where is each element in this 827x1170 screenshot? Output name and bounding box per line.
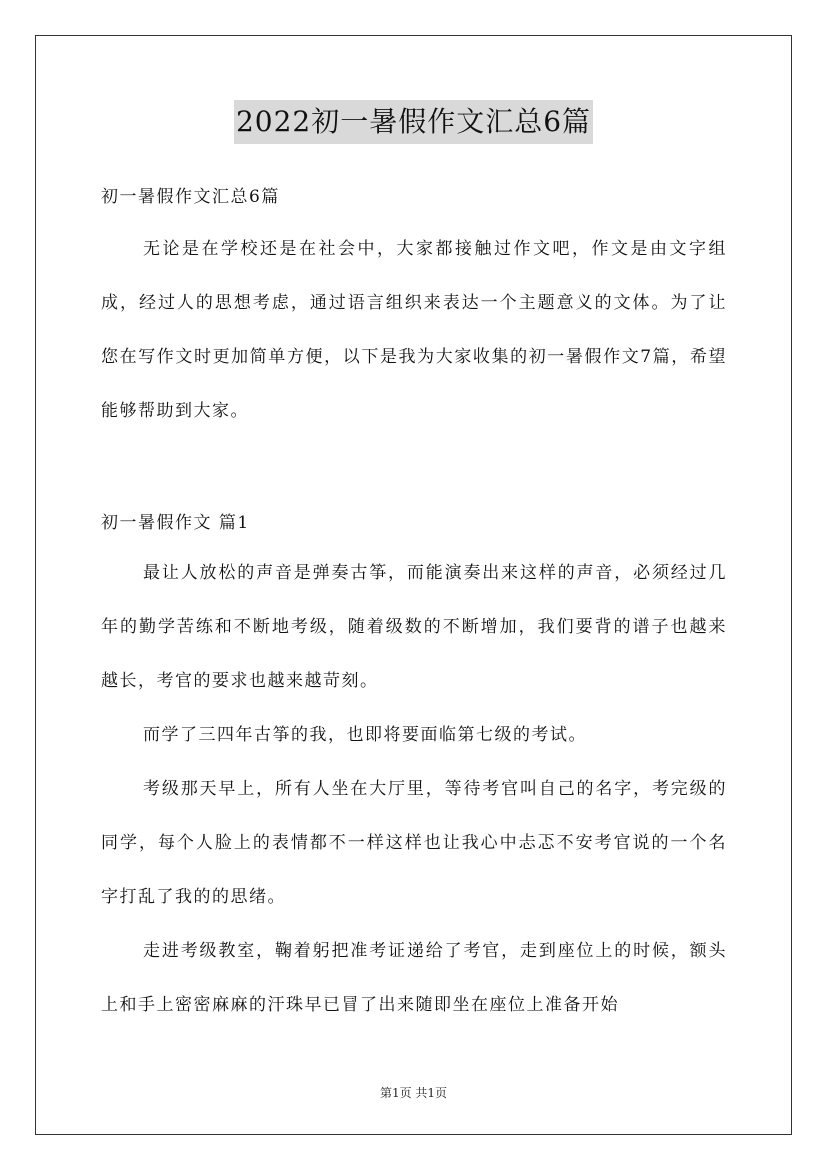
- body-paragraph-1: 最让人放松的声音是弹奏古筝，而能演奏出来这样的声音，必须经过几年的勤学苦练和不断地考级，随着级数的不断增加，我们要背的谱子也越来越长，考官的要求也越来越苛刻。: [101, 563, 727, 691]
- body-paragraph-2: 而学了三四年古筝的我，也即将要面临第七级的考试。: [143, 725, 587, 745]
- title-container: [0, 100, 827, 144]
- section-heading: 初一暑假作文 篇1: [101, 513, 250, 533]
- body-paragraph-4: 走进考级教室，鞠着躬把准考证递给了考官，走到座位上的时候，额头上和手上密密麻麻的汗珠早已冒了出来随即坐在座位上准备开始: [101, 941, 727, 1015]
- document-subtitle: 初一暑假作文汇总6篇: [101, 187, 280, 207]
- page-footer: 第1页 共1页: [379, 1086, 448, 1100]
- body-paragraph-3: 考级那天早上，所有人坐在大厅里，等待考官叫自己的名字，考完级的同学，每个人脸上的表情都不一样这样也让我心中忐忑不安考官说的一个名字打乱了我的的思绪。: [101, 779, 727, 907]
- document-title: 2022初一暑假作文汇总6篇: [234, 100, 593, 144]
- intro-paragraph: 无论是在学校还是在社会中，大家都接触过作文吧，作文是由文字组成，经过人的思想考虑，通过语言组织来表达一个主题意义的文体。为了让您在写作文时更加简单方便，以下是我为大家收集的初一暑假作文7篇，希望能够帮助到大家。: [101, 239, 727, 421]
